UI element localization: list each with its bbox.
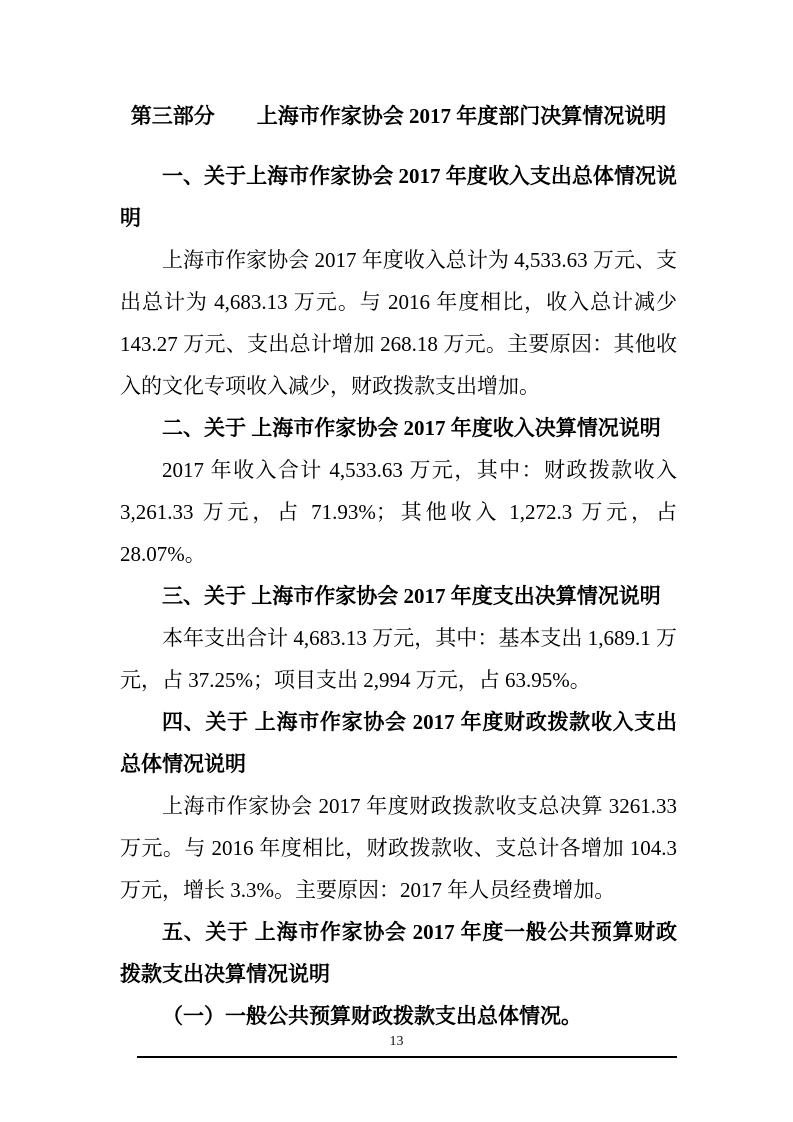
section-2-paragraph: 2017 年收入合计 4,533.63 万元，其中：财政拨款收入 3,261.33 万元，占 71.93%；其他收入 1,272.3 万元，占 28.07%。	[120, 458, 683, 566]
footer-page-number: 13	[389, 1034, 404, 1049]
section-5-subheading: （一）一般公共预算财政拨款支出总体情况。	[162, 1004, 582, 1028]
footer-rule	[137, 1056, 677, 1058]
section-4-paragraph: 上海市作家协会 2017 年度财政拨款收支总决算 3261.33 万元。与 2016 年度相比，财政拨款收、支总计各增加 104.3 万元，增长 3.3%。主要原因：2017 年人员经费增加。	[120, 794, 683, 902]
document-body	[120, 155, 683, 1037]
section-1-paragraph: 上海市作家协会 2017 年度收入总计为 4,533.63 万元、支出总计为 4,683.13 万元。与 2016 年度相比，收入总计减少 143.27 万元、支出总计增加 268.18 万元。主要原因：其他收入的文化专项收入减少，财政拨款支出增加。	[120, 248, 683, 398]
section-4-heading: 四、关于 上海市作家协会 2017 年度财政拨款收入支出总体情况说明	[120, 710, 677, 776]
section-5-heading: 五、关于 上海市作家协会 2017 年度一般公共预算财政拨款支出决算情况说明	[120, 920, 677, 986]
section-2-heading: 二、关于 上海市作家协会 2017 年度收入决算情况说明	[162, 416, 661, 440]
document-title: 第三部分 上海市作家协会 2017 年度部门决算情况说明	[130, 104, 667, 128]
section-1-heading: 一、关于上海市作家协会 2017 年度收入支出总体情况说明	[120, 164, 677, 230]
section-3-paragraph: 本年支出合计 4,683.13 万元，其中：基本支出 1,689.1 万元，占 37.25%；项目支出 2,994 万元，占 63.95%。	[120, 626, 677, 692]
section-3-heading: 三、关于 上海市作家协会 2017 年度支出决算情况说明	[162, 584, 661, 608]
